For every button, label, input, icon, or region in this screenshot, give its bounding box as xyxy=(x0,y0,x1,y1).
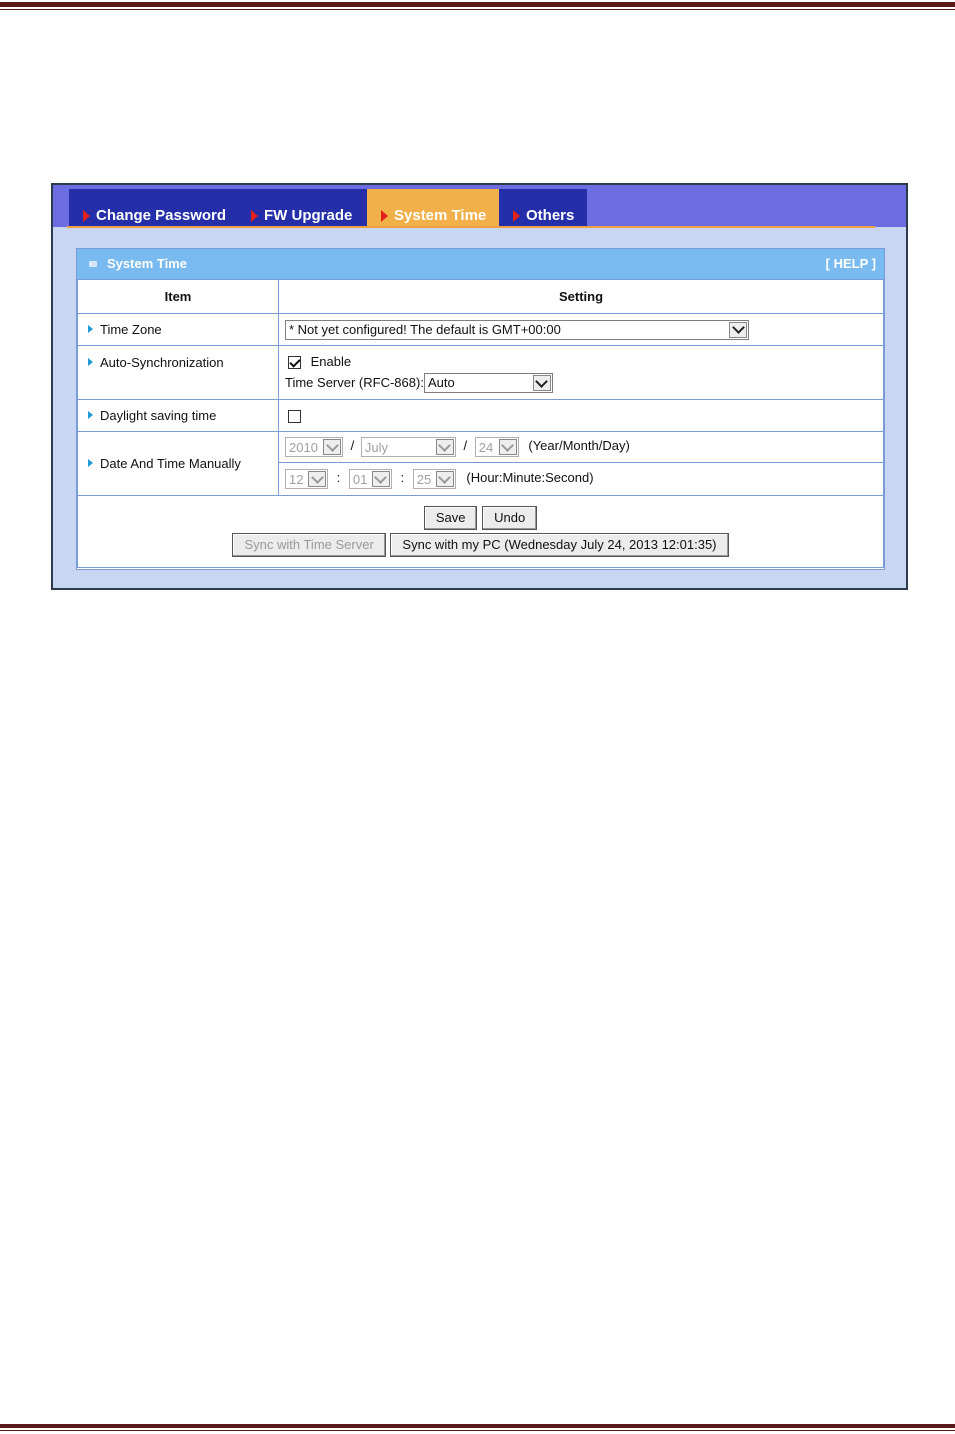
column-header-setting: Setting xyxy=(279,280,884,314)
help-link[interactable]: [ HELP ] xyxy=(825,256,876,271)
save-button[interactable]: Save xyxy=(424,506,478,530)
tab-change-password[interactable] xyxy=(69,189,237,227)
second-value: 25 xyxy=(416,471,432,487)
time-zone-value: * Not yet configured! The default is GMT+00:00 xyxy=(289,322,561,337)
cell-manual-time xyxy=(279,463,884,496)
chevron-down-icon xyxy=(499,439,517,455)
year-select[interactable] xyxy=(285,437,343,457)
row-label-time-zone xyxy=(78,314,279,346)
cell-manual-date xyxy=(279,432,884,463)
enable-checkbox[interactable] xyxy=(288,356,301,369)
tab-others[interactable] xyxy=(499,189,587,227)
arrow-icon xyxy=(83,210,90,222)
time-separator: : xyxy=(336,470,341,486)
time-zone-select[interactable] xyxy=(285,320,749,340)
tab-bar xyxy=(53,185,906,227)
row-label-text: Auto-Synchronization xyxy=(100,355,224,370)
system-time-panel xyxy=(76,248,885,570)
row-label-dst xyxy=(78,400,279,432)
bullet-icon xyxy=(88,358,93,366)
cell-dst xyxy=(279,400,884,432)
second-select[interactable] xyxy=(413,469,456,489)
row-label-text: Time Zone xyxy=(100,322,162,337)
sync-pc-button[interactable]: Sync with my PC (Wednesday July 24, 2013 12:01:35) xyxy=(390,533,728,557)
tab-label: Change Password xyxy=(96,207,227,224)
chevron-down-icon xyxy=(308,471,326,487)
undo-button[interactable]: Undo xyxy=(482,506,537,530)
cell-time-zone xyxy=(279,314,884,346)
minute-select[interactable] xyxy=(349,469,392,489)
enable-label: Enable xyxy=(310,353,352,369)
tab-system-time[interactable] xyxy=(367,189,499,227)
tab-label: FW Upgrade xyxy=(264,207,353,224)
chevron-down-icon xyxy=(729,322,747,338)
chevron-down-icon xyxy=(533,375,551,391)
cell-auto-sync xyxy=(279,346,884,400)
bullet-icon xyxy=(88,325,93,333)
bullet-icon xyxy=(88,459,93,467)
cell-actions xyxy=(78,496,884,568)
row-label-manual xyxy=(78,432,279,496)
table-row-dst xyxy=(78,400,884,432)
time-separator: : xyxy=(400,470,405,486)
row-label-text: Date And Time Manually xyxy=(100,456,241,471)
page-bottom-rule xyxy=(0,1424,955,1428)
row-label-text: Daylight saving time xyxy=(100,408,217,423)
time-server-value: Auto xyxy=(427,375,455,391)
table-row-auto-sync xyxy=(78,346,884,400)
page-top-rule-thin xyxy=(0,9,955,10)
hour-select[interactable] xyxy=(285,469,328,489)
time-server-select[interactable] xyxy=(424,373,553,393)
router-ui-screenshot xyxy=(51,183,908,590)
column-header-item: Item xyxy=(78,280,279,314)
time-format-hint: (Hour:Minute:Second) xyxy=(466,470,594,486)
chevron-down-icon xyxy=(323,439,341,455)
tab-fw-upgrade[interactable] xyxy=(237,189,367,227)
month-select[interactable] xyxy=(361,437,456,457)
tab-label: Others xyxy=(526,207,575,224)
settings-table xyxy=(77,279,884,568)
bullet-icon xyxy=(88,411,93,419)
panel-title: System Time xyxy=(107,256,187,271)
table-header-row xyxy=(78,280,884,314)
sync-time-server-button[interactable]: Sync with Time Server xyxy=(232,533,385,557)
minute-value: 01 xyxy=(352,471,368,487)
time-server-label: Time Server (RFC-868): xyxy=(285,374,424,390)
page-top-rule xyxy=(0,2,955,7)
day-select[interactable] xyxy=(475,437,519,457)
page-bottom-rule-thin xyxy=(0,1430,955,1431)
chevron-down-icon xyxy=(436,471,454,487)
tab-label: System Time xyxy=(394,207,487,224)
chevron-down-icon xyxy=(436,439,454,455)
hour-value: 12 xyxy=(289,471,304,487)
table-row-manual-date xyxy=(78,432,884,463)
panel-header xyxy=(77,249,884,279)
date-separator: / xyxy=(463,438,468,454)
row-label-auto-sync xyxy=(78,346,279,400)
tab-underline xyxy=(67,226,875,228)
day-value: 24 xyxy=(478,439,494,455)
date-format-hint: (Year/Month/Day) xyxy=(528,438,630,454)
month-value: July xyxy=(364,439,388,455)
panel-icon xyxy=(89,261,97,267)
arrow-icon xyxy=(381,210,388,222)
year-value: 2010 xyxy=(289,439,318,455)
arrow-icon xyxy=(513,210,520,222)
table-row-time-zone xyxy=(78,314,884,346)
dst-checkbox[interactable] xyxy=(288,410,301,423)
table-row-actions xyxy=(78,496,884,568)
date-separator: / xyxy=(350,438,355,454)
chevron-down-icon xyxy=(372,471,390,487)
arrow-icon xyxy=(251,210,258,222)
